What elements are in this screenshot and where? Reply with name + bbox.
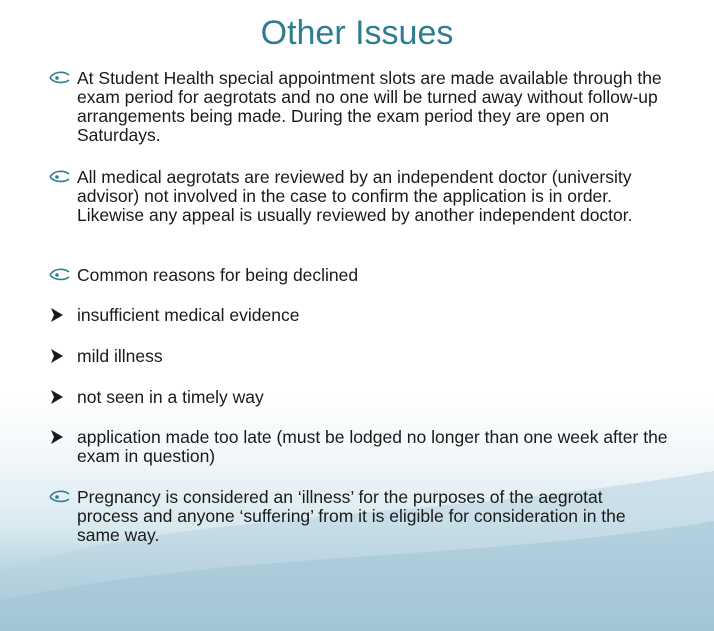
bullet-text: Pregnancy is considered an ‘illness’ for the purposes of the aegrotat process and anyone ‘suffering’ from it is eligible for consideration in the same way. — [77, 487, 626, 545]
arrow-bullet-icon — [48, 306, 74, 324]
sub-bullet-item — [48, 347, 668, 366]
bullet-text: At Student Health special appointment slots are made available through the exam period for aegrotats and no one will be turned away without follow-up arrangements being made. During the exam period they are open on Saturdays. — [77, 68, 662, 145]
arrow-bullet-icon — [48, 347, 74, 365]
bullet-item — [48, 266, 668, 285]
arrow-bullet-icon — [48, 428, 74, 446]
sub-bullet-item — [48, 388, 668, 407]
bullet-text: not seen in a timely way — [77, 387, 264, 407]
bullet-item — [48, 168, 668, 225]
bullet-text: Common reasons for being declined — [77, 265, 359, 285]
bullet-text: mild illness — [77, 346, 163, 366]
arrow-bullet-icon — [48, 388, 74, 406]
bullet-text: insufficient medical evidence — [77, 305, 300, 325]
sub-bullet-item — [48, 428, 668, 466]
bullet-item — [48, 69, 668, 145]
bullet-glyph-icon — [48, 168, 74, 186]
sub-bullet-item — [48, 306, 668, 325]
bullet-glyph-icon — [48, 488, 74, 506]
bullet-glyph-icon — [48, 69, 74, 87]
bullet-item — [48, 488, 668, 545]
bullet-text: All medical aegrotats are reviewed by an independent doctor (university advisor) not involved in the case to confirm the application is in order. Likewise any appeal is usually reviewed by another independent doctor. — [77, 167, 633, 225]
bullet-text: application made too late (must be lodged no longer than one week after the exam in question) — [77, 427, 668, 466]
bullet-glyph-icon — [48, 266, 74, 284]
slide-title: Other Issues — [260, 14, 454, 52]
